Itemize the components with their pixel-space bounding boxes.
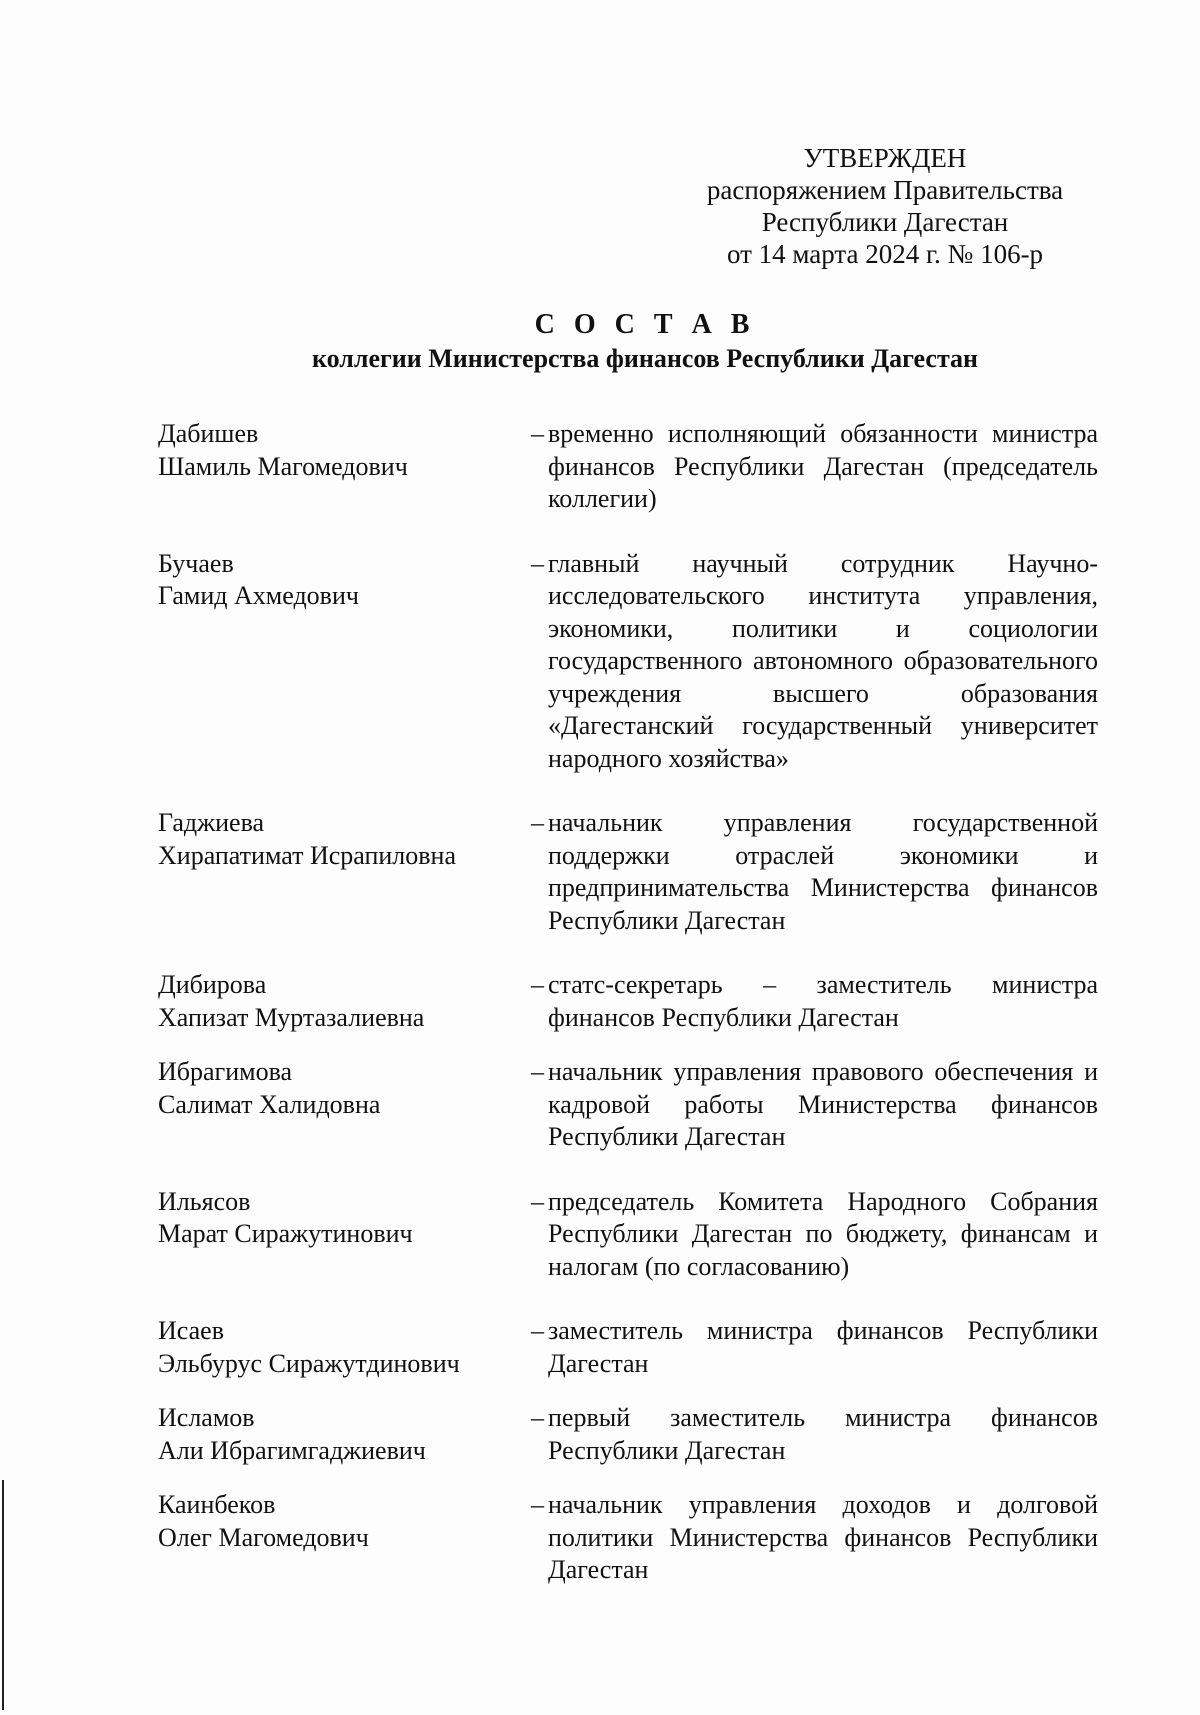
member-role: главный научный сотрудник Научно-исследовательского института управления, экономики, политики и социологии государственного автономного образовательного учреждения высшего образования «Дагестанский государственный университет народного хозяйства» [548,548,1098,773]
member-dash: – [531,548,544,578]
member-dash: – [531,1186,544,1216]
member-entry [158,1186,1098,1284]
member-entry [158,548,1098,776]
heading-title: С О С Т А В [534,309,756,340]
member-given-names: Гамид Ахмедович [158,581,359,610]
member-name [158,1186,528,1284]
member-entry [158,1402,1098,1467]
member-role: начальник управления правового обеспечения и кадровой работы Министерства финансов Республики Дагестан [548,1057,1098,1151]
approval-stamp-block [690,142,1080,270]
member-name [158,548,528,776]
member-given-names: Олег Магомедович [158,1522,369,1552]
member-name [158,418,528,516]
approval-line-2: распоряжением Правительства [706,175,1064,205]
member-name [158,807,528,937]
member-role: временно исполняющий обязанности министра финансов Республики Дагестан (председатель коллегии) [548,419,1098,513]
scan-edge-mark [2,1480,4,1710]
member-entry [158,418,1098,516]
member-dash: – [531,970,544,999]
member-given-names: Шамиль Магомедович [158,451,408,481]
members-list [158,418,1098,1587]
member-surname: Бучаев [158,548,234,578]
member-entry [158,807,1098,937]
member-surname: Гаджиева [158,808,265,837]
member-given-names: Салимат Халидовна [158,1089,381,1119]
member-name [158,1402,528,1467]
approval-line-1: УТВЕРЖДЕН [803,143,967,173]
member-surname: Дабишев [158,419,259,448]
member-surname: Исламов [158,1403,255,1432]
member-role: заместитель министра финансов Республики Дагестан [548,1316,1098,1378]
member-given-names: Хирапатимат Исрапиловна [158,840,456,870]
member-role: начальник управления доходов и долговой политики Министерства финансов Республики Дагестан [548,1490,1098,1584]
member-name [158,1056,528,1154]
member-surname: Каинбеков [158,1490,276,1519]
member-dash: – [531,808,544,837]
approval-line-4: от 14 марта 2024 г. № 106-р [726,239,1044,269]
member-role: первый заместитель министра финансов Республики Дагестан [548,1403,1098,1465]
member-dash: – [531,419,544,448]
member-entry [158,1056,1098,1154]
member-surname: Исаев [158,1316,224,1345]
member-dash: – [531,1490,544,1519]
member-name [158,969,528,1034]
heading-subtitle: коллегии Министерства финансов Республики Дагестан [311,344,979,373]
member-given-names: Марат Сиражутинович [158,1219,413,1248]
approval-line-3: Республики Дагестан [761,207,1009,237]
member-surname: Ильясов [158,1186,251,1216]
member-surname: Дибирова [158,970,267,999]
member-name [158,1315,528,1380]
member-name [158,1489,528,1587]
member-given-names: Эльбурус Сиражутдинович [158,1348,460,1378]
member-entry [158,1315,1098,1380]
member-role: председатель Комитета Народного Собрания Республики Дагестан по бюджету, финансам и налогам (по согласованию) [548,1186,1098,1281]
document-heading [0,308,1200,376]
member-role: статс-секретарь – заместитель министра финансов Республики Дагестан [548,970,1098,1032]
member-entry [158,969,1098,1034]
member-dash: – [531,1403,544,1432]
member-dash: – [531,1057,544,1086]
member-dash: – [531,1316,544,1345]
member-given-names: Хапизат Муртазалиевна [158,1002,425,1032]
member-entry [158,1489,1098,1587]
member-role: начальник управления государственной поддержки отраслей экономики и предпринимательства Министерства финансов Республики Дагестан [548,808,1098,935]
member-given-names: Али Ибрагимгаджиевич [158,1435,426,1465]
member-surname: Ибрагимова [158,1057,293,1086]
